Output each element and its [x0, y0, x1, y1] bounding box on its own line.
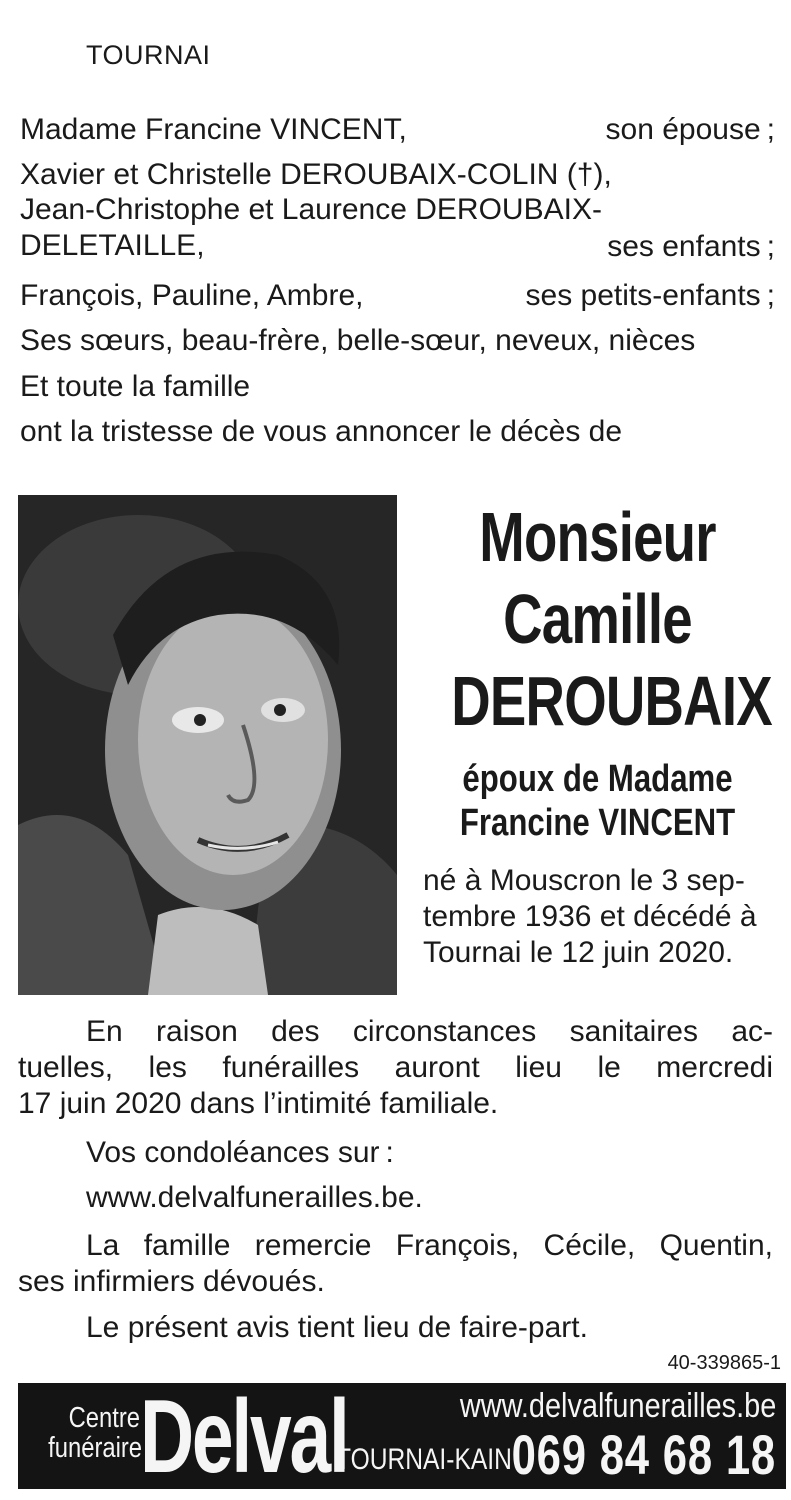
centre-label	[48, 1402, 143, 1464]
spouse-name: Francine VINCENT	[459, 802, 736, 844]
birth-death-details	[423, 863, 783, 971]
family-line	[20, 369, 775, 405]
condolences-url: www.delvalfunerailles.be.	[86, 1181, 423, 1214]
thanks-line: ses infirmiers dévoués.	[18, 1265, 325, 1298]
deceased-last-name: DEROUBAIX	[451, 662, 772, 740]
centre-label-line: Centre	[68, 1402, 140, 1434]
announcement-text: ont la tristesse de vous annoncer le décès de	[20, 415, 623, 448]
deceased-portrait-photo	[18, 495, 397, 995]
funeral-home-banner	[18, 1379, 786, 1495]
funeral-home-phone: 069 84 68 18	[511, 1423, 776, 1486]
family-relation: ses enfants ;	[607, 230, 775, 263]
thanks-line: La famille remercie François, Cécile, Quentin,	[86, 1229, 773, 1262]
condolences-label: Vos condoléances sur :	[86, 1136, 394, 1169]
thanks-paragraph	[18, 1228, 773, 1300]
family-member: Et toute la famille	[20, 370, 251, 403]
funeral-line: tuelles, les funérailles auront lieu le mercredi	[18, 1051, 773, 1084]
family-relation: son épouse ;	[605, 113, 775, 146]
portrait-illustration	[18, 495, 397, 995]
spouse-block	[410, 757, 785, 845]
family-member: Ses sœurs, beau-frère, belle-sœur, neveux, nièces	[20, 324, 696, 357]
family-member: François, Pauline, Ambre,	[20, 279, 364, 312]
reference-number: 40-339865-1	[667, 1352, 781, 1374]
family-member: Xavier et Christelle DEROUBAIX-COLIN (†),	[20, 158, 612, 191]
family-member: Jean-Christophe et Laurence DEROUBAIX-DELETAILLE,	[20, 193, 602, 262]
family-line	[20, 323, 775, 359]
family-line	[20, 112, 775, 148]
spouse-line: époux de Madame	[462, 758, 733, 800]
funeral-line: 17 juin 2020 dans l’intimité familiale.	[18, 1087, 499, 1120]
birth-line: Tournai le 12 juin 2020.	[423, 936, 734, 969]
deceased-first-name: Camille	[503, 580, 692, 658]
family-line	[20, 278, 775, 314]
birth-line: tembre 1936 et décédé à	[423, 900, 757, 933]
location-heading: TOURNAI	[86, 40, 211, 70]
announcement-line	[20, 414, 775, 450]
brand-logo-text: Delval	[140, 1379, 348, 1495]
funeral-home-url: www.delvalfunerailles.be	[459, 1387, 776, 1425]
family-member: Madame Francine VINCENT,	[20, 113, 407, 146]
notice-text: Le présent avis tient lieu de faire-part.	[86, 1311, 588, 1344]
centre-label-line: funéraire	[48, 1432, 143, 1464]
funeral-line: En raison des circonstances sanitaires ac-	[86, 1015, 773, 1048]
birth-line: né à Mouscron le 3 sep-	[423, 864, 745, 897]
deceased-title: Monsieur	[479, 498, 716, 576]
family-line	[20, 157, 775, 193]
family-relation: ses petits-enfants ;	[525, 279, 775, 312]
funeral-paragraph	[18, 1014, 773, 1122]
funeral-home-city: TOURNAI-KAIN	[336, 1443, 512, 1476]
deceased-name-block	[410, 496, 785, 742]
